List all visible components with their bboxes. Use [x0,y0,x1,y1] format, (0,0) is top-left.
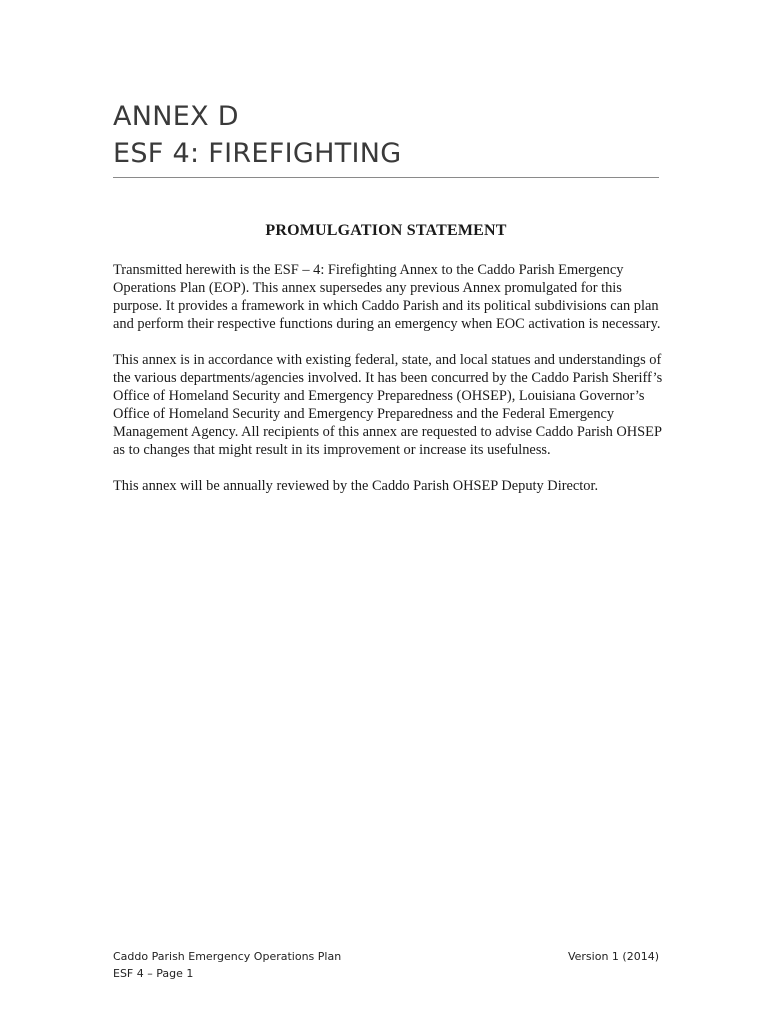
annex-title: ANNEX D [113,101,239,132]
paragraph-accordance: This annex is in accordance with existing federal, state, and local statues and understandings of the various departments/agencies involved. It has been concurred by the Caddo Parish Sheriff’s Office of Homeland Security and Emergency Preparedness (OHSEP), Louisiana Governor’s Office of Homeland Security and Emergency Preparedness and the Federal Emergency Management Agency. All recipients of this annex are requested to advise Caddo Parish OHSEP as to changes that might result in its improvement or increase its usefulness. [113,352,663,458]
footer-row [113,948,659,965]
promulgation-body [113,261,663,513]
footer-plan-name: Caddo Parish Emergency Operations Plan [113,950,342,963]
document-title-block [113,98,659,178]
footer-version: Version 1 (2014) [567,950,659,963]
title-divider [113,177,659,178]
promulgation-heading: PROMULGATION STATEMENT [265,222,507,239]
paragraph-transmittal: Transmitted herewith is the ESF – 4: Firefighting Annex to the Caddo Parish Emergency Operations Plan (EOP). This annex supersedes any previous Annex promulgated for this purpose. It provides a framework in which Caddo Parish and its political subdivisions can plan and perform their respective functions during an emergency when EOC activation is necessary. [113,262,661,332]
footer-page-label: ESF 4 – Page 1 [113,967,194,980]
esf-title: ESF 4: FIREFIGHTING [113,138,402,169]
paragraph-review: This annex will be annually reviewed by the Caddo Parish OHSEP Deputy Director. [113,478,599,494]
page-footer [113,948,659,982]
